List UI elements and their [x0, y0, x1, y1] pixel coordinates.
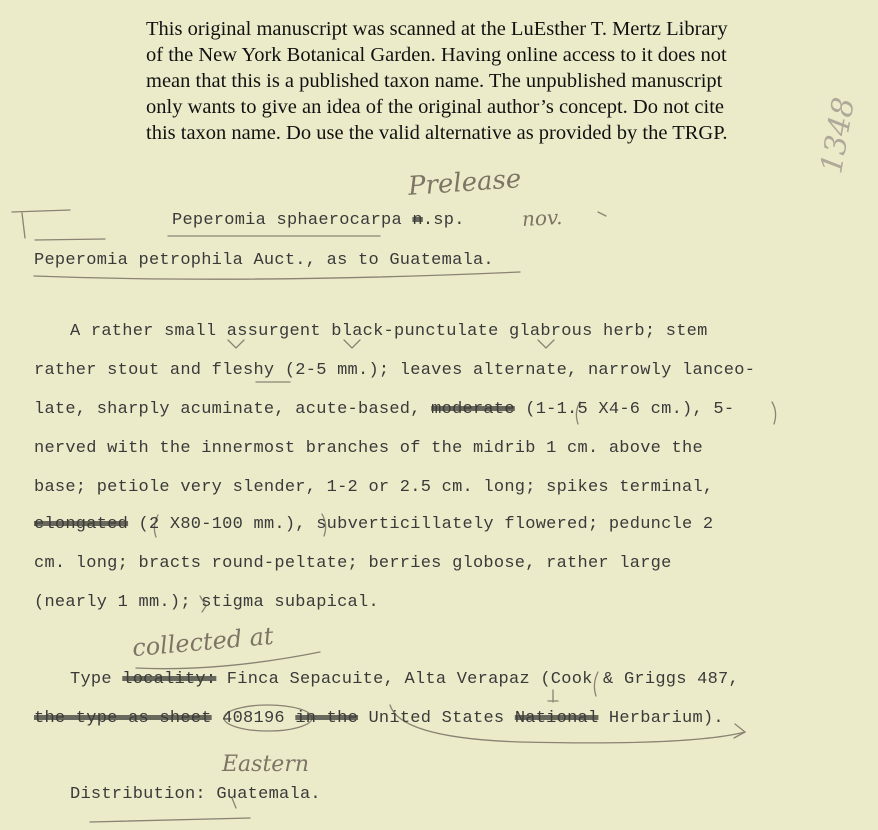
type-label: Type	[70, 670, 123, 689]
notice-line: of the New York Botanical Garden. Having online access to it does not	[146, 44, 727, 66]
title-struck: n	[412, 211, 423, 230]
handwritten-collected-at: collected at	[131, 621, 275, 663]
struck-word: elongated	[34, 515, 129, 534]
title-name: Peperomia sphaerocarpa	[172, 211, 402, 230]
notice-line: mean that this is a published taxon name. The unpublished manuscript	[146, 70, 723, 92]
notice-line: this taxon name. Do use the valid alternative as provided by the TRGP.	[146, 122, 728, 144]
struck-word: moderate	[431, 400, 515, 419]
description-segment: (1-1.5 X4-6 cm.), 5-	[514, 400, 735, 419]
description-line: (nearly 1 mm.); stigma subapical.	[34, 593, 379, 612]
description-line	[34, 515, 713, 534]
description-line: base; petiole very slender, 1-2 or 2.5 cm. long; spikes terminal,	[34, 478, 714, 497]
title-suffix: .sp.	[422, 211, 465, 230]
description-line	[34, 400, 734, 419]
sheet-number: 408196	[211, 709, 296, 728]
description-line: A rather small assurgent black-punctulate glabrous herb; stem	[70, 322, 708, 341]
type-line-1	[70, 670, 739, 689]
struck-word: locality:	[122, 670, 217, 689]
description-segment: late, sharply acuminate, acute-based,	[34, 400, 432, 419]
description-line: cm. long; bracts round-peltate; berries globose, rather large	[34, 554, 672, 573]
type-line-2	[34, 709, 724, 728]
description-line: rather stout and fleshy (2-5 mm.); leaves alternate, narrowly lanceo-	[34, 361, 756, 380]
notice-line: only wants to give an idea of the original author’s concept. Do not cite	[146, 96, 725, 118]
distribution-value: Guatemala.	[205, 785, 321, 804]
handwritten-prelease: Prelease	[407, 164, 523, 202]
description-line: nerved with the innermost branches of the midrib 1 cm. above the	[34, 439, 703, 458]
notice-line: This original manuscript was scanned at the LuEsther T. Mertz Library	[146, 18, 728, 40]
library-notice	[146, 16, 826, 146]
description-segment: (2 X80-100 mm.), subverticillately flowered; peduncle 2	[128, 515, 714, 534]
struck-word: National	[514, 709, 599, 728]
species-title	[172, 211, 465, 230]
handwritten-nov: nov.	[521, 204, 563, 232]
struck-phrase: the type as sheet	[34, 709, 212, 728]
distribution-label: Distribution:	[70, 785, 206, 804]
synonym-line: Peperomia petrophila Auct., as to Guatemala.	[34, 251, 494, 270]
handwritten-number: 1348	[814, 94, 863, 177]
struck-phrase: in the	[295, 709, 359, 728]
handwritten-eastern: Eastern	[222, 752, 310, 777]
distribution-line	[70, 785, 321, 804]
type-segment: Herbarium).	[598, 709, 724, 728]
type-segment: United States	[358, 709, 515, 728]
type-locality: Finca Sepacuite, Alta Verapaz (Cook & Griggs 487,	[216, 670, 739, 689]
